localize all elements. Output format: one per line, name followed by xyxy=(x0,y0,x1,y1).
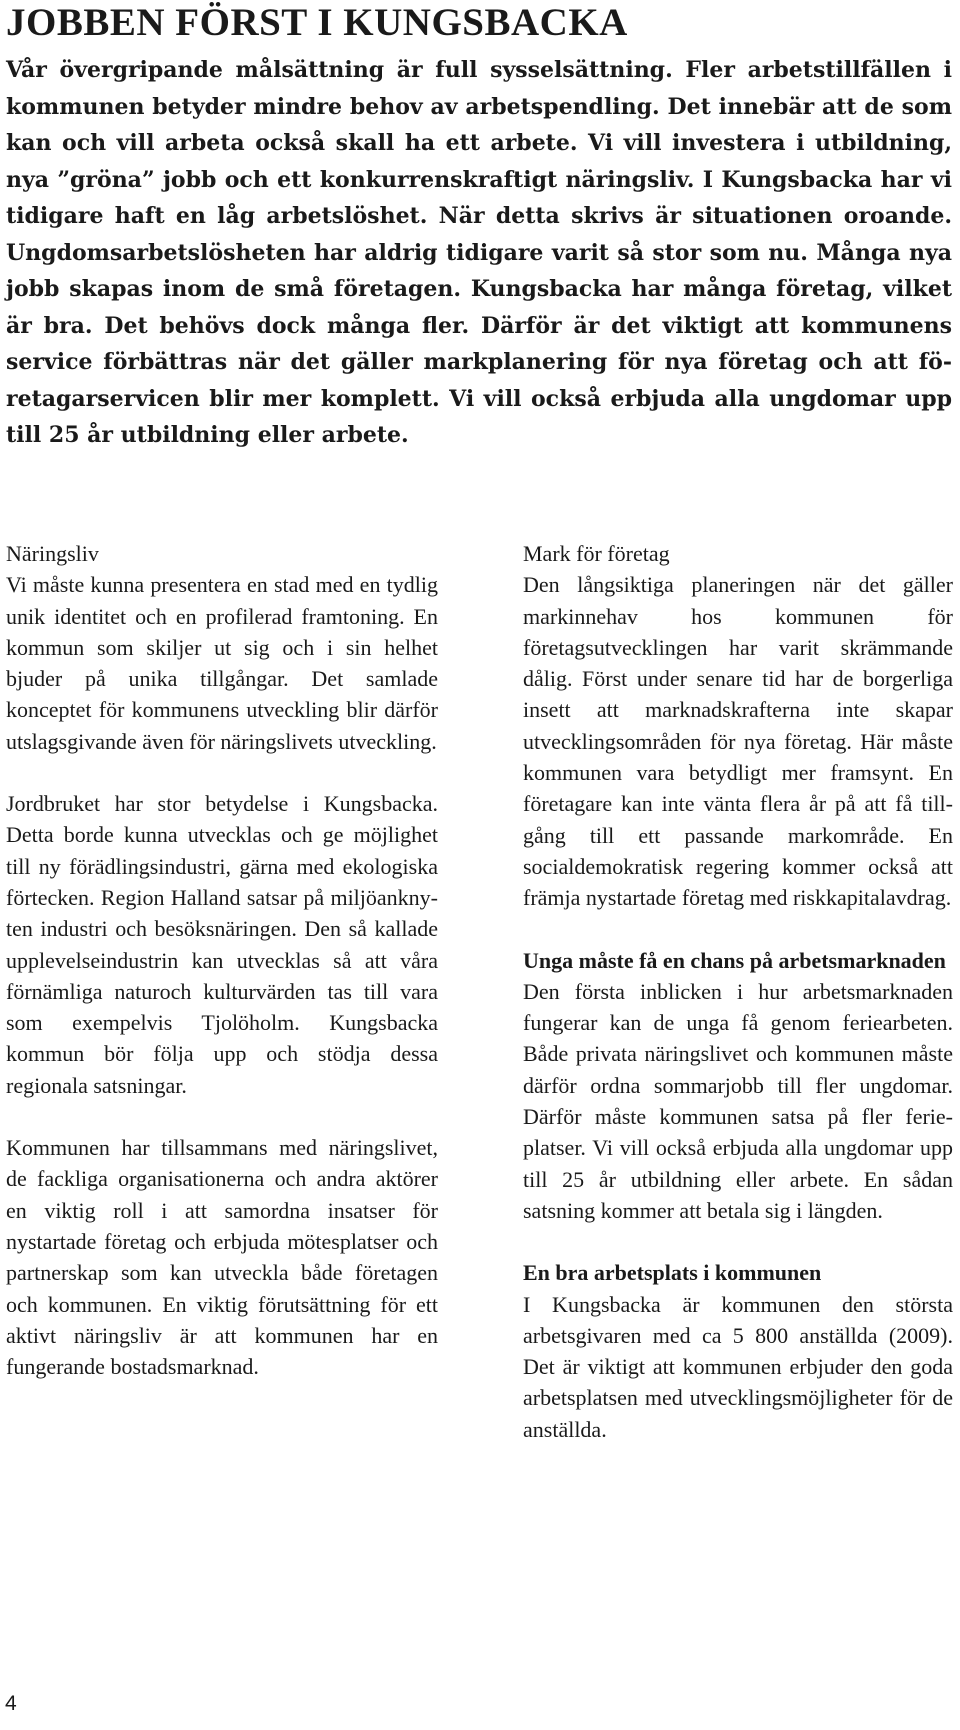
naringsliv-heading: Näringsliv xyxy=(6,541,99,566)
mark-paragraph: Den långsiktiga planeringen när det gäller markinnehav hos kommunen för företagsutvecklingen har varit skrämmande dålig. Först under senare tid har de borgerliga insett att marknadskrafterna inte skapar utvecklingsområden för nya företag. Här måste kommunen vara betydligt mer framsynt. En företagare kan inte vänta flera år på att få tillgång till ett passande markområde. En socialdemokratisk regering kommer också att främja nystartade företag med riskkapitalavdrag. xyxy=(523,572,953,911)
unga-paragraph: Den första inblicken i hur arbetsmarknaden fungerar kan de unga få genom feriearbeten. Både privata näringslivet och kommunen måste därför ordna sommarjobb till fler ungdomar. Därför måste kommunen satsa på fler ferieplatser. Vi vill också erbjuda alla ungdomar upp till 25 år utbildning eller arbete. En sådan satsning kommer att betala sig i längden. xyxy=(523,978,953,1223)
unga-heading: Unga måste få en chans på arbetsmarknaden xyxy=(523,947,946,973)
page-number: 4 xyxy=(5,1692,17,1715)
arbetsplats-paragraph: I Kungsbacka är kommunen den största arbetsgivaren med ca 5 800 anställda (2009). Det är viktigt att kommunen erbjuder den goda arbetsplatsen med utvecklingsmöjligheter för de anställda. xyxy=(523,1291,953,1442)
right-column xyxy=(523,538,953,1445)
page-title: JOBBEN FÖRST I KUNGSBACKA xyxy=(6,1,628,44)
arbetsplats-heading: En bra arbetsplats i kommunen xyxy=(523,1260,822,1286)
kommun-naringsliv-paragraph: Kommunen har tillsammans med näringslivet, de fackliga organisationerna och andra aktörer en viktig roll i att samordna insatser för nystartade företag och erbjuda mötesplatser och partnerskap som kan utveckla både företagen och kommunen. En viktig förutsättning för ett aktivt näringsliv är att kommunen har en fungerande bostadsmarknad. xyxy=(6,1135,438,1380)
jordbruk-paragraph: Jordbruket har stor betydelse i Kungsbacka. Detta borde kunna utvecklas och ge möjlighet till ny förädlingsindustri, gärna med ekologiska förtecken. Region Halland satsar på miljöanknyten industri och besöksnäringen. Den så kallade upplevelseindustrin kan utvecklas så att våra förnämliga naturoch kulturvärden tas till vara som exempelvis Tjolöholm. Kungsbacka kommun bör följa upp och stödja dessa regionala satsningar. xyxy=(6,791,438,1098)
naringsliv-paragraph-1: Vi måste kunna presentera en stad med en tydlig unik identitet och en profilerad framtoning. En kommun som skiljer ut sig och i sin helhet bjuder på unika tillgångar. Det samlade konceptet för kommunens utveckling blir därför utslagsgivande även för näringslivets utveckling. xyxy=(6,572,438,754)
unga-section xyxy=(523,945,953,1227)
mark-heading: Mark för företag xyxy=(523,541,670,566)
left-column xyxy=(6,538,438,1382)
arbetsplats-section xyxy=(523,1257,953,1445)
intro-paragraph: Vår övergripande målsättning är full sysselsättning. Fler arbetstillfällen i kommunen betyder mindre behov av arbetspendling. Det innebär att de som kan och vill arbeta också skall ha ett arbete. Vi vill investera i utbildning, nya ”gröna” jobb och ett konkurrenskraftigt näringsliv. I Kungsbacka har vi tidigare haft en låg arbetslöshet. När detta skrivs är situationen oroande. Ungdomsarbetslösheten har aldrig tidigare varit så stor som nu. Många nya jobb skapas inom de små företagen. Kungsbacka har många företag, vilket är bra. Det behövs dock många fler. Därför är det viktigt att kommunens service förbättras när det gäller markplanering för nya företag och att företagarservicen blir mer komplett. Vi vill också erbjuda alla ungdomar upp till 25 år utbildning eller arbete. xyxy=(6,57,952,448)
mark-section xyxy=(523,538,953,914)
naringsliv-section xyxy=(6,538,438,757)
